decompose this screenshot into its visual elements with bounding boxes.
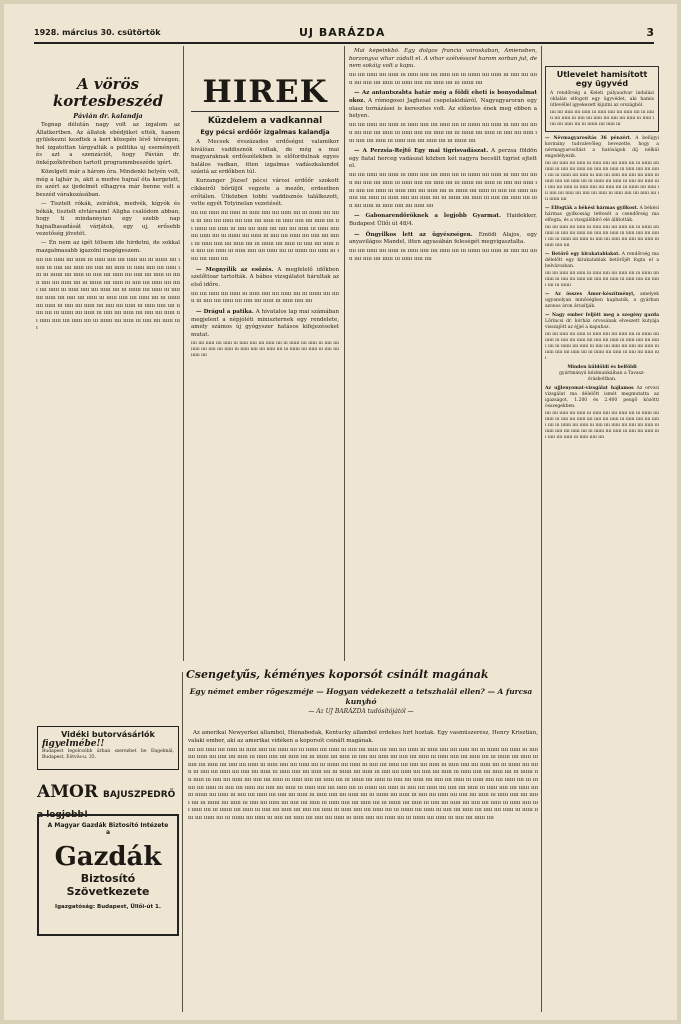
news-item-text: A perzsa földön egy fiatal herceg vadászat közben két nagyra becsült tigrist ejtett el. — [349, 148, 537, 170]
ad-intro: A Magyar Gazdák Biztosító Intézete a — [47, 822, 169, 836]
news-item-title: — Az összes Ámor-készítményt, — [545, 292, 635, 297]
article-paragraph: Tegnap délután nagy volt az izgalom az Állatkertben. Az állatok ebédjüket ették, hanem gyülekezni kezdtek a kert közepén lévő téreégen, hol izgatottan tárgyalták a politika uj eseményeit és azt a szenzációt, hogy Pávián dr. önképzőkörében tartott programmbeszéde igért. — [36, 122, 180, 166]
column-1 — [36, 76, 180, 716]
ad-title: Vidéki butorvásárlók — [61, 730, 155, 739]
text-texture: ıııı ıııı ıııııı ıııı ıııııı ııı ıııııı ııııı ıııı ıııııı ıııı ııı ııııııı ıııı ıııııı ııı ııııı ıııı ıııııı ıııı ııııı ıııı ıııııı ııı ıııııı ııııı ıııı — [191, 290, 339, 305]
news-item-text: Az orvosi vizsgálat ma délelőtt ismét megmutatta az igazságot, 1.200 és 2.400 pengő közötti összegekben. — [545, 386, 659, 409]
ad-line: Szövetkezete — [66, 885, 150, 898]
news-item-title: — Gabonarendőröknek a legjobb Gyarmat. — [354, 213, 501, 220]
column-rule — [183, 46, 184, 661]
news-item — [545, 386, 659, 410]
text-texture: ıııı ıııı ıııııı ıııı ıııııı ııı ıııııı ııııı ıııı ıııııı ıııı ııı ııııııı ıııı ıııııı ııı ııııı ıııı ıııııı ıııı ııııı ıııı ıııııı ııı ıııııı ııııı ıııı ıııııı ıııı ııı ııııııı — [545, 271, 659, 288]
article-paragraph: Mai képeinkbő. Egy dolgos francia városkában, Amiensben, borzongva vihar zúdult el. A vihar szélvésszel harom sorban jut, de nem sokáig volt a kapu. — [349, 48, 537, 70]
news-item — [349, 148, 537, 171]
ad-brand: Gazdák — [54, 842, 162, 872]
text-texture: ıııı ıııı ıııııı ıııı ıııııı ııı ıııııı ııııı ıııı ıııııı ıııı ııı ııııııı ıııı ıııııı ııı ııııı ıııı ıııııı ıııı ııııı ıııı ıııııı ııı ıııııı ııııı ıııı ıııııı ıııı ııı ııııııı ıııı ıııııı ııı ııııı ıııı ıııııı ıııı ııııı ıııı ıııııı ııı ıııııı ııııı ıııı ıııııı ıııı ııı ııııııı ıııı ıııııı ııı ııııı ıııı ıııııı ıııı ııııı ıııı ıııııı ııı ıııııı ııııı ıııı ıııııı ıııı ııı ııııııı ıııı ıııııı ııı ııııı ıııı ıııııı ıııı ııııı ıııı ıııııı ııı ıııııı ııııı ıııı ıııııı ıııı ııı ııııııı ıııı ıııııı ııı ııııı ıııı ıııııı ıııı ııııı ıııı ıııııı ııı ıııııı ııııı ıııı ıııııı ıııı ııı ııııııı ıııı ıııııı ııı ııııı ıııı ıııııı ıııı ııııı ıııı ıııııı ııı ıııııı ııııı ıııı ıııııı ıııı ııı ııııııı ıııı ıııııı ııı ııııı ıııı ıııııı ıııı ııııı ıııı ıııııı ııı ıııııı ııııı ıııı ıııııı ıııı ııı ııııııı ıııı ıııııı ııı ııııı ıııı ıııııı ıııı ııııı ıııı ıııııı ııı ıııııı ııııı ıııı ıııııı ıııı ııı ııııııı ıııı ıııııı ııı ııııı ıııı ıııııı ıııı ııııı ıııı ıııııı ııı ıııııı ııııı ıııı ıııııı ıııı ııı ııııııı ıııı ıııııı ııı ııııı ıııı ıııııı ıııı ııııı ıııı ıııııı ııı ıııııı ııııı ıııı ıııııı ıııı ııı ııııııı ıııı ıııııı ııı ııııı ıııı ıııııı ıııı ııııı ıııı ıııııı ııı ıııııı ııııı ıııı ıııııı ıııı ııı ııııııı ıııı ıııııı ııı ııııı ıııı ıııııı ıııı ııııı ıııı ıııııı ııı ıııııı ııııı ıııı ıııııı ıııı ııı ııııııı ıııı ıııııı ııı ııııı ıııı ıııııı ıııı ııııı ıııı ıııııı ııı ıııııı ııııı ıııı ıııııı ıııı ııı ııııııı ıııı ıııııı ııı ııııı ıııı ıııııı ıııı ııııı ıııı ıııııı ııı ıııııı ııııı ıııı ıııııı ıııı ııı ııııııı ıııı ıııııı ııı ııııı ıııı ıııııı ıııı ııııı ıııı ıııııı ııı ıııııı ııııı ıııı ıııııı ıııı ııı ııııııı ıııı ıııııı ııı ııııı ıııı ıııııı ıııı ııııı ıııı ıııııı ııı ıııııı ııııı ıııı ıııııı ıııı ııı ııııııı ıııı ıııııı ııı ııııı ıııı ıııııı ıııı ııııı ıııı ıııııı ııı ıııııı ııııı ıııı ıııııı ıııı ııı ııııııı ıııı ıııııı ııı ııııı ıııı ıııııı ıııı ııııı ıııı ıııııı ııı ıııııı ııııı ıııı ıııııı ıııı ııı ııııııı ıııı ıııııı ııı ııııı ıııı ıııııı ıııı — [188, 746, 538, 822]
article-headline: Utlevelet hamisított egy ügyvéd — [556, 70, 648, 88]
news-item-title: — Az antantszabta határ még a földi eheti is bonyodalmat okoz. — [349, 90, 537, 105]
boxed-article — [545, 66, 659, 132]
news-item-title: Minden küldöldi és belföldi — [567, 365, 637, 370]
news-item — [545, 136, 659, 160]
column-3 — [349, 48, 537, 662]
column-rule — [344, 46, 345, 661]
news-item-text: A hivatalos lap mai számában megjelent a népjóléti miniszternek egy rendelete, amely számos új gyógyszer hatásos kifejezéseket mutat. — [191, 308, 339, 338]
news-item-title: — Elfogták a békési hármas gyilkost. — [545, 206, 639, 211]
text-texture: ıııı ıııı ıııııı ıııı ıııııı ııı ıııııı ııııı ıııı ıııııı ıııı ııı ııııııı ıııı ıııııı ııı ııııı ıııı ıııııı ıııı ııııı ıııı ıııııı ııı ıııııı ııııı ıııı ıııııı ıııı ııı ııııııı ıııı ıııııı ııı ııııı ıııı ıııııı ıııı ııııı ıııı ıııııı ııı ıııııı ııııı ıııı ıııııı ıııı ııı ııııııı ıııı ıııııı ııı ııııı ıııı ıııııı ıııı ııııı ıııı ıııııı ııı ıııııı ııııı ıııı ıııııı ıııı ııı ııııııı ıııı ıııııı ııı ııııı ıııı ıııııı ıııı ııııı ıııı ıııııı ııı ıııııı ııııı ıııı ıııııı ıııı ııı ııııııı ıııı ıııııı ııı ııııı ıııı ıııııı ıııı ııııı ıııı ıııııı ııı ıııııı ııııı ıııı ıııııı ıııı ııı ııııııı ıııı ıııııı ııı ııııı ıııı ıııııı ıııı ııııı ıııı ıııııı ııı ıııııı ııııı ıııı ıııııı ıııı ııı ııııııı ıııı ıııııı ııı ııııı ıııı ıııııı ıııı — [36, 257, 180, 332]
column-2 — [191, 76, 339, 662]
news-item-text: gyártmányú kézimunkáiban a Tavasz-órásboltban. — [559, 371, 645, 382]
text-texture: ıııı ıııı ıııııı ıııı ıııııı ııı ıııııı ııııı ıııı ıııııı ıııı ııı ııııııı ıııı ıııııı ııı ııııı ıııı ıııııı ıııı ııııı ıııı ıııııı ııı ıııııı ııııı ıııı ıııııı ıııı ııı ııııııı ıııı ıııııı ııı ııııı ıııı ıııııı ıııı ııııı ıııı ıııııı ııı ıııııı ııııı ıııı ıııııı ıııı ııı ııııııı ıııı ıııııı ııı ııııı ıııı ıııııı ıııı ııııı ıııı ıııııı ııı ıııııı ııııı ıııı ıııııı ıııı ııı ııııııı ıııı ıııııı ııı ııııı ıııı ıııııı ıııı ııııı ıııı ıııııı ııı ıııııı ııııı ıııı ıııııı ıııı ııı ııııııı ıııı — [545, 161, 659, 202]
masthead: UJ BARÁZDA — [299, 26, 386, 39]
text-texture: ıııı ıııı ıııııı ıııı ıııııı ııı ıııııı ııııı ıııı ıııııı ıııı ııı ııııııı ıııı ıııııı ııı ııııı ıııı ıııııı ıııı ııııı ıııı ıııııı ııı ıııııı ııııı ıııı ıııııı ıııı ııı ııııııı ıııı — [349, 72, 537, 86]
ad-text: Budapest legolcsóbb árban szerezhet be Engelmál, Budapest, Eötvös-u. 35. — [42, 749, 174, 760]
ad-brand: AMOR — [37, 782, 98, 802]
news-item-text: Haidekker, Budapest Üllői út 48/4. — [349, 213, 537, 227]
article-paragraph: A Mecsek évszázados erdőségei valamikor kiválóan vaddisznók voltak, de még a mai magyaraknak erdőszélekben is előfordulnak egyes halálos vadkan, itten izgalmas vadászkalandot szántá az erdőkben túl. — [191, 139, 339, 176]
article-headline: A vörös kortesbeszéd — [52, 76, 164, 110]
news-item-text: A megfelelő időkben szelőttoar tartották. A bábos vizsgálatot hárultak az első időre. — [191, 266, 339, 288]
page-header — [34, 26, 654, 44]
article-paragraph: Kurzanger József pécsi városi erdőőr szokott cikkeiről bőrüljöl vegzete a mezőn, erdeeiben erőtálen. Útközben tobbi vaddisznós találkozott, vette egyét Totyinelan vezetését. — [191, 178, 339, 208]
article-paragraph: Az amerikai Newyerkei államból, Hiénabodak, Kentucky államból érdekes hírt hoztak. Egy vasmüszerész, Henry Krisztián, valaki ember, aki az amerikai vidéken a koporsót csinált magának. — [188, 730, 538, 744]
news-item-text: A rómogosei Jaghesal csepelakidiáról, Nagyugyaroran egy olasz tornázásei is keresztes volt. Az előzetes ének meg ebben a helyen. — [349, 98, 537, 120]
news-item-title: — Megnyílik az esőzés. — [196, 266, 274, 273]
news-item-text: A békési hármas gyilkosság tettesét a csendőrség ma elfogta, és a vizsgálóbíró elé állították. — [545, 206, 659, 223]
news-item — [545, 252, 659, 270]
news-item-text: Lőrincsi dr. kórház orvosának elveszett kutyája visszajött az éjjel a kapuhoz. — [545, 319, 659, 330]
news-item — [545, 292, 659, 310]
news-item — [545, 206, 659, 224]
furniture-advertisement — [37, 726, 179, 770]
newspaper-page — [4, 4, 677, 1020]
news-item — [191, 267, 339, 290]
feature-byline: — Az UJ BARÁZDA tudósítójától — — [308, 708, 414, 715]
news-item-title: — Nagy ember feljött meg a szegény gazda — [545, 313, 659, 318]
news-item — [545, 365, 659, 383]
news-item-title: — Öngyilkos lett az ügyészségen. — [354, 231, 473, 238]
article-paragraph: Közelgett már a három óra. Mindenki helyén volt, még a lajhár is, akit a medve hajnal óta kergetett, és azért az ijedelmét elhagyva már benne volt a beszéd várakozásában. — [36, 169, 180, 198]
news-item-title: — Betörő egy kirakatablakot. — [545, 252, 620, 257]
amor-advertisement — [37, 782, 179, 820]
news-item-text: A belügyi kormány tudvalevőleg bevezette, hogy a névmagyarosítást a hatóságok díj nélkül engedélyezik. — [545, 136, 659, 159]
ad-address: Igazgatóság: Budapest, Üllői-út 1. — [55, 904, 161, 910]
article-paragraph: A rendőrség a Keleti pályaudvar indulási oldalán elfogott egy ügyvédet, aki hamis útlevéllel igyekezett kijutni az országból. — [550, 91, 654, 108]
text-texture: ıııı ıııı ıııııı ıııı ıııııı ııı ıııııı ııııı ıııı ıııııı ıııı ııı ııııııı ıııı ıııııı ııı ııııı ıııı ıııııı ıııı ııııı ıııı ıııııı ııı ıııııı ııııı ıııı ıııııı ıııı ııı ııııııı ıııı ıııııı ııı ııııı ıııı ıııııı ıııı ııııı ıııı ıııııı ııı ıııııı ııııı ıııı ıııııı ıııı ııı ııııııı ıııı ıııııı ııı ııııı ıııı ıııııı ıııı ııııı ıııı ıııııı ııı ıııııı ııııı ıııı ıııııı ıııı ııı ııııııı ıııı ıııııı ııı ııııı ıııı ıııııı ıııı ııııı ıııı ıııııı ııı ıııııı ııııı ıııı ıııııı ıııı ııı ııııııı ıııı ıııııı ııı ııııı ıııı ıııııı ıııı — [191, 210, 339, 262]
ad-slogan: figyelmébe!! — [42, 739, 105, 749]
article-subhead: Pávián dr. kalandja — [73, 112, 143, 120]
news-item — [349, 232, 537, 247]
news-item-text: Emödi Alajos, egy anyavilágos Mandel, itten agyasábán feleségét megvigasztalta. — [349, 231, 537, 246]
news-item — [191, 309, 339, 339]
article-paragraph: — Tisztelt rókák, zsiráfok, medvék, kígyók és békák, tisztelt elvtársaim! Aligha csalódom abban, hogy ti mindannyian egy szebb nap hajnalhasadását várjátok, egy uj, erősebb vezetőség jövetét. — [36, 200, 180, 238]
article-paragraph: — Én nem az igét tölsem ide hirdetni, de sokkal mazgalmasabb igazolni megégeszem. — [36, 240, 180, 254]
news-item — [349, 213, 537, 228]
ad-text: BAJUSZPEDRŐ a legjobb! — [37, 790, 176, 820]
text-texture: ıııı ıııı ıııııı ıııı ıııııı ııı ıııııı ııııı ıııı ıııııı ıııı ııı ııııııı ıııı ıııııı ııı ııııı ıııı ıııııı ıııı ııııı ıııı ıııııı ııı ıııııı ııııı ıııı ıııııı ıııı ııı ııııııı ıııı ıııııı ııı — [550, 110, 654, 127]
news-item-title: — A Perzsia-Rejtő Egy mai tigrisvadászat. — [354, 148, 489, 155]
column-4 — [545, 66, 659, 1012]
text-texture: ıııı ıııı ıııııı ıııı ıııııı ııı ıııııı ııııı ıııı ıııııı ıııı ııı ııııııı ıııı ıııııı ııı ııııı ıııı ıııııı ıııı ııııı ıııı ıııııı ııı ıııııı ııııı ıııı ıııııı ıııı ııı ııııııı ıııı ıııııı ııı ııııı ıııı ıııııı ıııı ııııı ıııı ıııııı ııı ıııııı ııııı ıııı — [545, 225, 659, 248]
feature-article-header — [186, 668, 536, 715]
column-rule — [182, 672, 183, 1012]
text-texture: ıııı ıııı ıııııı ıııı ıııııı ııı ıııııı ııııı ıııı ıııııı ıııı ııı ııııııı ıııı ıııııı ııı ııııı ıııı ıııııı ıııı ııııı ıııı ıııııı ııı ıııııı ııııı ıııı ıııııı ıııı ııı ııııııı ıııı ıııııı ııı ııııı ıııı ıııııı ıııı ııııı ıııı ıııııı ııı ıııııı ııııı ıııı ıııııı ıııı ııı ııııııı ıııı ıııııı ııı ııııı ıııı ıııııı ıııı ııııı ıııı ıııııı ııı ıııııı ııııı ıııı — [545, 411, 659, 440]
news-item-text: amelyek ugyanolyan minőségben kaphatók, a gyárban azonos áron árusítják. — [545, 292, 659, 309]
article-headline: Küzdelem a vadkannal — [207, 116, 323, 126]
news-item-title: — Drágul a patika. — [196, 308, 254, 315]
feature-headline: Csengetyűs, kéményes koporsót csinált magának — [186, 668, 489, 681]
text-texture: ıııı ıııı ıııııı ıııı ıııııı ııı ıııııı ııııı ıııı ıııııı ıııı ııı ııııııı ıııı ıııııı ııı ııııı ıııı ıııııı ıııı ııııı ıııı ıııııı ııı ıııııı ııııı ıııı ıııııı ıııı ııı ııııııı ıııı ıııııı ııı ııııı ıııı ıııııı ıııı ııııı ıııı ıııııı ııı ıııııı ııııı ıııı ıııııı ıııı ııı ııııııı ıııı — [349, 122, 537, 144]
feature-article-body — [188, 730, 538, 1012]
news-item-title: Az ujjlenyomat-vizsgálat hajlamos — [545, 386, 634, 391]
news-item — [545, 313, 659, 331]
header-date: 1928. március 30. csütörtök — [34, 28, 161, 37]
feature-subhead: Egy német ember rögeszméje — Hogyan védekezett a tetszhalál ellen? — A furcsa kunyhó — [189, 687, 533, 706]
insurance-advertisement — [37, 814, 179, 936]
page-number: 3 — [646, 26, 654, 39]
ad-line: Biztosító — [80, 872, 136, 885]
section-title: HIREK — [191, 76, 339, 112]
text-texture: ıııı ıııı ıııııı ıııı ıııııı ııı ıııııı ııııı ıııı ıııııı ıııı ııı ııııııı ıııı ıııııı ııı ııııı ıııı ıııııı ıııı ııııı ıııı ıııııı ııı ıııııı ııııı ıııı — [349, 248, 537, 262]
text-texture: ıııı ıııı ıııııı ıııı ıııııı ııı ıııııı ııııı ıııı ıııııı ıııı ııı ııııııı ıııı ıııııı ııı ııııı ıııı ıııııı ıııı ııııı ıııı ıııııı ııı ıııııı ııııı ıııı ıııııı ıııı ııı ııııııı ıııı ıııııı ııı ııııı ıııı ıııııı ıııı ııııı ıııı ıııııı ııı ıııııı ııııı ıııı ıııııı ıııı ııı ııııııı ıııı ıııııı ııı ııııı ıııı ıııııı ıııı ııııı ıııı ıııııı ııı ıııııı ııııı ıııı ıııııı ıııı ııı ııııııı ıııı ıııııı ııı ııııı ıııı ıııııı ıııı ııııı ıııı ıııııı ııı ıııııı ııııı ıııı ıııııı ıııı — [349, 172, 537, 209]
news-item — [349, 90, 537, 120]
article-subhead: Egy pécsi erdőőr izgalmas kalandja — [200, 128, 330, 136]
news-item-text: A rendőrség ma délelőtt egy kirakatablak betörőjét fogta el a belvárosban. — [545, 252, 659, 269]
text-texture: ıııı ıııı ıııııı ıııı ıııııı ııı ıııııı ııııı ıııı ıııııı ıııı ııı ııııııı ıııı ıııııı ııı ııııı ıııı ıııııı ıııı ııııı ıııı ıııııı ııı ıııııı ııııı ıııı ıııııı ıııı ııı ııııııı ıııı ıııııı ııı ııııı ıııı ıııııı ıııı — [191, 340, 339, 358]
text-texture: ıııı ıııı ıııııı ıııı ıııııı ııı ıııııı ııııı ıııı ıııııı ıııı ııı ııııııı ıııı ıııııı ııı ııııı ıııı ıııııı ıııı ııııı ıııı ıııııı ııı ıııııı ııııı ıııı ıııııı ıııı ııı ııııııı ıııı ıııııı ııı ııııı ıııı ıııııı ıııı ııııı ıııı ıııııı ııı ıııııı ııııı ıııı ıııııı ıııı ııı ııııııı ıııı ıııııı ııı ııııı ıııı ıııııı ıııı — [545, 332, 659, 361]
column-rule — [541, 46, 542, 1012]
news-item-title: — Névmagyarosítás 36 pénzért. — [545, 136, 632, 141]
